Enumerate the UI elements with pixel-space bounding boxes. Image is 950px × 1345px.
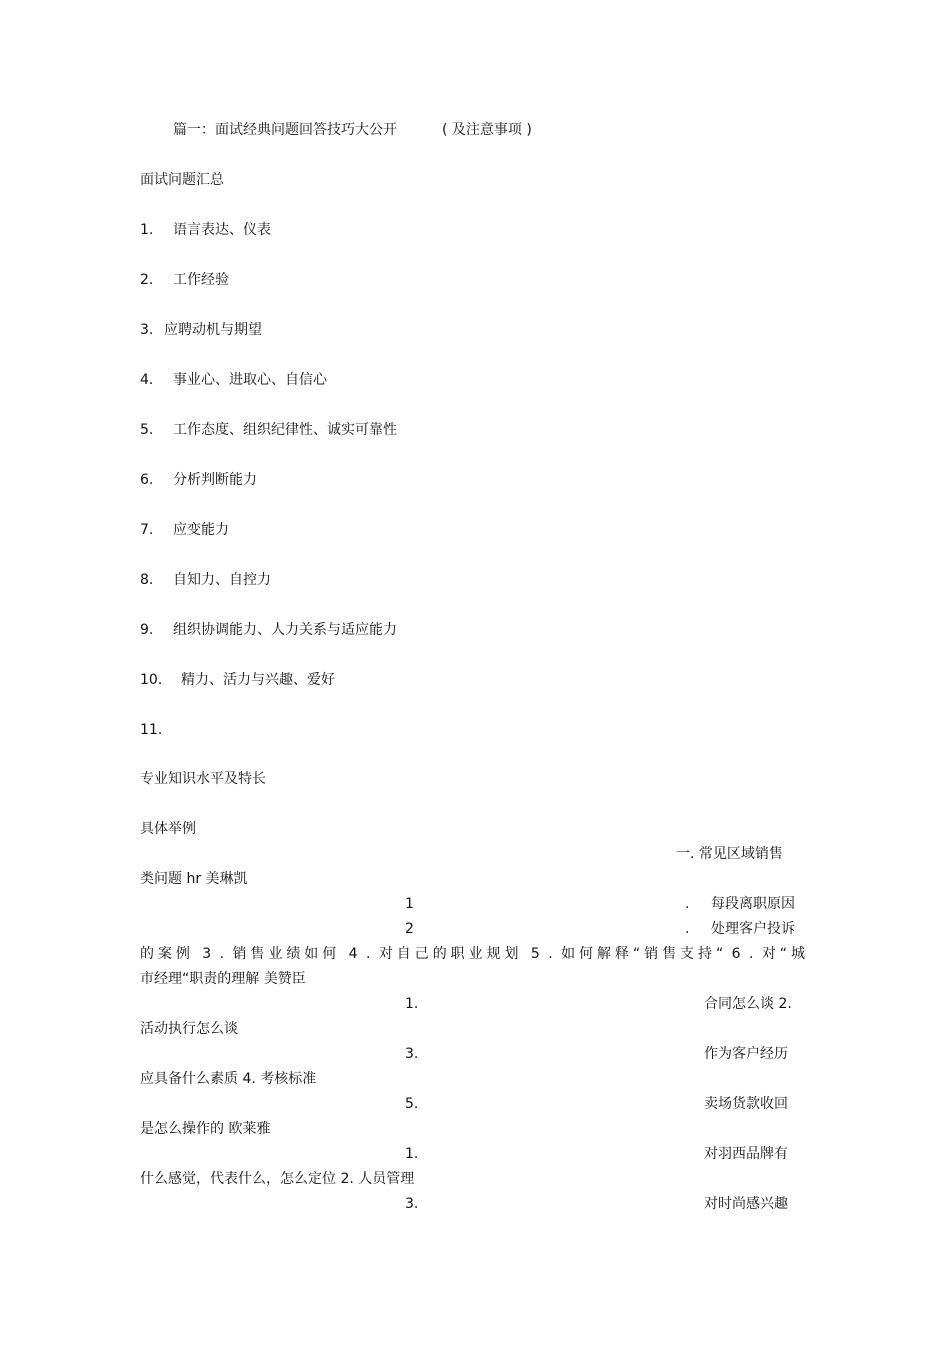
list-item-number: 9.: [140, 622, 154, 638]
list-item-number: 1.: [140, 222, 154, 238]
body-line: 应具备什么素质 4. 考核标准: [140, 1071, 317, 1087]
examples-heading: 具体举例: [140, 821, 196, 837]
body-line: 活动执行怎么谈: [140, 1021, 238, 1037]
item-number: 1.: [405, 1146, 419, 1162]
list-item: 应聘动机与期望: [164, 322, 262, 338]
list-item: 精力、活力与兴趣、爱好: [181, 672, 335, 688]
list-item-number: 4.: [140, 372, 154, 388]
summary-heading: 面试问题汇总: [140, 172, 224, 188]
item-number: 5.: [405, 1096, 419, 1112]
body-line: 的案例 3 . 销售业绩如何 4 . 对自己的职业规划 5 . 如何解释“销售支持“ 6 . 对“城: [140, 946, 805, 962]
list-item: 组织协调能力、人力关系与适应能力: [173, 622, 397, 638]
list-item: 分析判断能力: [173, 472, 257, 488]
body-line: 什么感觉，代表什么，怎么定位 2. 人员管理: [140, 1171, 415, 1187]
body-line: 卖场货款收回: [704, 1096, 788, 1112]
body-line: 类问题 hr 美琳凯: [140, 871, 248, 887]
item-number: 1: [405, 896, 414, 912]
body-line: 对时尚感兴趣: [704, 1196, 788, 1212]
body-line: 处理客户投诉: [711, 921, 795, 937]
body-line: 是怎么操作的 欧莱雅: [140, 1121, 271, 1137]
list-item-number: 6.: [140, 472, 154, 488]
item-number: 3.: [405, 1046, 419, 1062]
item-number: 2: [405, 921, 414, 937]
list-item-number: 7.: [140, 522, 154, 538]
list-item: 自知力、自控力: [173, 572, 271, 588]
item-dot: .: [685, 921, 690, 937]
list-item-number: 11.: [140, 722, 163, 738]
body-line: 每段离职原因: [711, 896, 795, 912]
document-title-note: ( 及注意事项 ): [442, 122, 532, 138]
body-line: 对羽西品牌有: [704, 1146, 788, 1162]
list-item-number: 8.: [140, 572, 154, 588]
body-line: 市经理“职责的理解 美赞臣: [140, 971, 306, 987]
item-dot: .: [685, 896, 690, 912]
list-item-number: 5.: [140, 422, 154, 438]
list-item: 工作态度、组织纪律性、诚实可靠性: [173, 422, 397, 438]
item-number: 1.: [405, 996, 419, 1012]
document-title: 篇一：面试经典问题回答技巧大公开: [173, 122, 397, 138]
specialty-heading: 专业知识水平及特长: [140, 771, 266, 787]
list-item: 工作经验: [173, 272, 229, 288]
body-line: 合同怎么谈 2.: [704, 996, 792, 1012]
list-item: 语言表达、仪表: [173, 222, 271, 238]
list-item-number: 3.: [140, 322, 154, 338]
section-heading: 一. 常见区域销售: [676, 846, 783, 862]
list-item: 应变能力: [173, 522, 229, 538]
list-item: 事业心、进取心、自信心: [173, 372, 327, 388]
list-item-number: 10.: [140, 672, 163, 688]
item-number: 3.: [405, 1196, 419, 1212]
list-item-number: 2.: [140, 272, 154, 288]
body-line: 作为客户经历: [704, 1046, 788, 1062]
